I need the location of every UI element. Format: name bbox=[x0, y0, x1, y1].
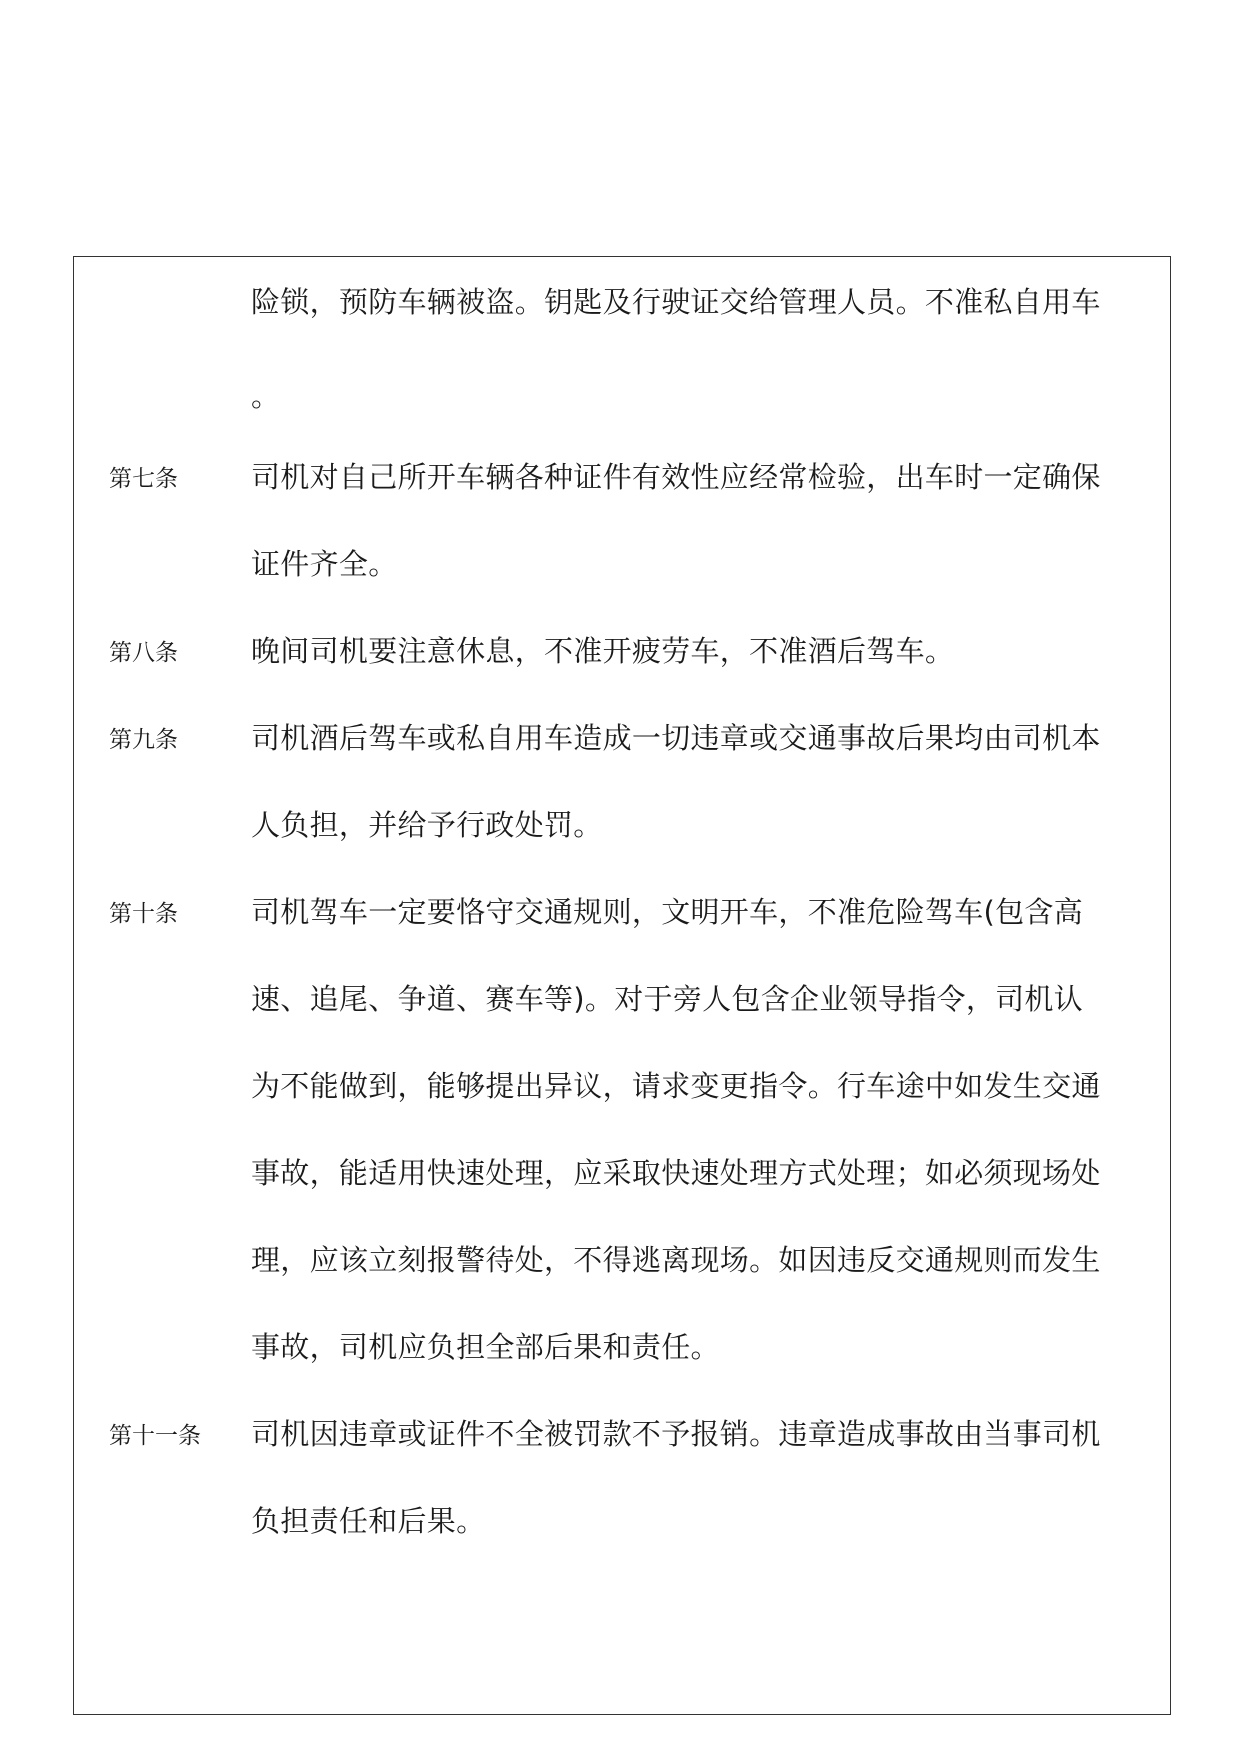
article-text-line: 司机酒后驾车或私自用车造成一切违章或交通事故后果均由司机本 bbox=[251, 721, 1101, 755]
article-text-line: 理，应该立刻报警待处，不得逃离现场。如因违反交通规则而发生 bbox=[251, 1243, 1101, 1277]
article-label-10: 第十条 bbox=[109, 901, 178, 927]
article-text-line: 。 bbox=[251, 379, 281, 413]
article-text-line: 证件齐全。 bbox=[251, 547, 398, 581]
article-label-8: 第八条 bbox=[109, 640, 178, 666]
article-text-line: 速、追尾、争道、赛车等)。对于旁人包含企业领导指令，司机认 bbox=[251, 982, 1084, 1016]
article-text-line: 司机因违章或证件不全被罚款不予报销。违章造成事故由当事司机 bbox=[251, 1417, 1101, 1451]
article-text-line: 晚间司机要注意休息，不准开疲劳车，不准酒后驾车。 bbox=[251, 634, 955, 668]
article-label-7: 第七条 bbox=[109, 466, 178, 492]
article-text-line: 事故，能适用快速处理，应采取快速处理方式处理；如必须现场处 bbox=[251, 1156, 1101, 1190]
article-label-11: 第十一条 bbox=[109, 1423, 201, 1449]
article-text-line: 司机对自己所开车辆各种证件有效性应经常检验，出车时一定确保 bbox=[251, 460, 1101, 494]
article-text-line: 险锁，预防车辆被盗。钥匙及行驶证交给管理人员。不准私自用车 bbox=[251, 285, 1101, 319]
article-text-line: 负担责任和后果。 bbox=[251, 1504, 486, 1538]
article-text-line: 事故，司机应负担全部后果和责任。 bbox=[251, 1330, 720, 1364]
article-text-line: 司机驾车一定要恪守交通规则，文明开车，不准危险驾车(包含高 bbox=[251, 895, 1084, 929]
article-text-line: 人负担，并给予行政处罚。 bbox=[251, 808, 603, 842]
article-text-line: 为不能做到，能够提出异议，请求变更指令。行车途中如发生交通 bbox=[251, 1069, 1101, 1103]
article-label-9: 第九条 bbox=[109, 727, 178, 753]
